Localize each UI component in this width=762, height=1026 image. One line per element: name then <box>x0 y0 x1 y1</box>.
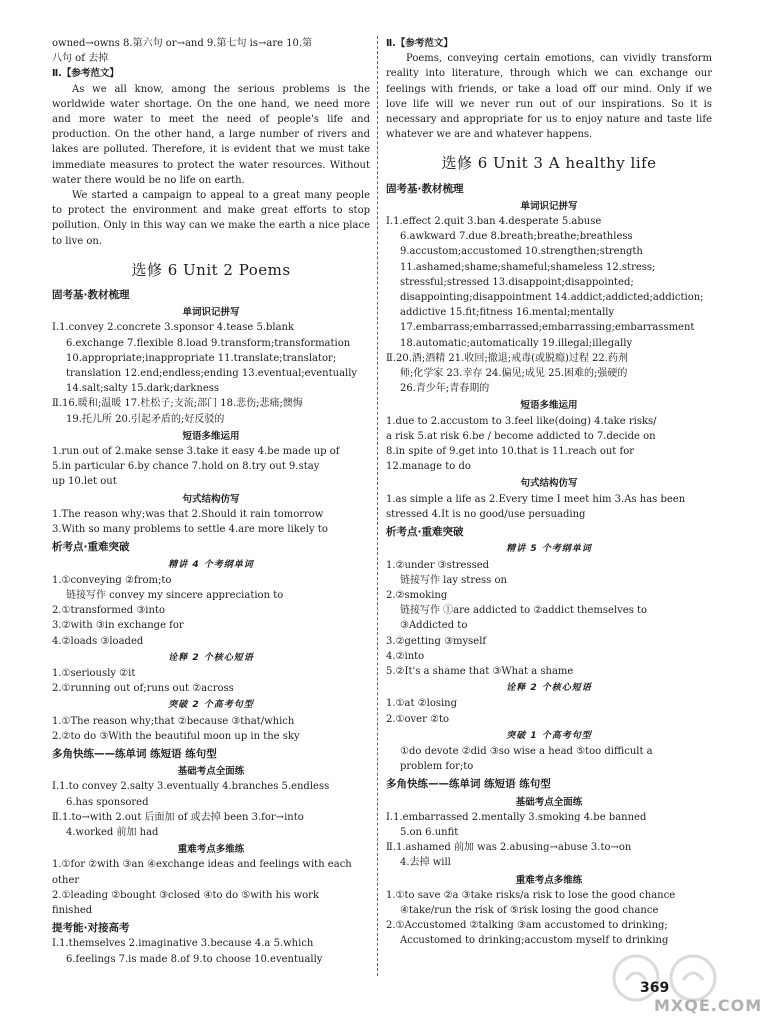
answer-line: Ⅱ.16.暖和;温暖 17.杜松子;支流;部门 18.悲伤;悲痛;懊悔 <box>52 398 303 410</box>
subsection-heading: 句式结构仿写 <box>182 493 240 505</box>
answer-line: 9.accustom;accustomed 10.strengthen;strength <box>400 246 643 258</box>
answer-line: 6.awkward 7.due 8.breath;breathe;breathless <box>400 231 633 243</box>
answer-line: other <box>52 874 80 886</box>
answer-line: owned→owns 8.第六句 or→and 9.第七句 is→are 10.第 <box>52 38 313 49</box>
section-heading: 多角快练——练单词 练短语 练句型 <box>386 778 551 791</box>
answer-line: 师;化学家 23.幸存 24.偏见;成见 25.困难的;强硬的 <box>400 368 628 380</box>
answer-line: 1.The reason why;was that 2.Should it rain tomorrow <box>52 508 324 520</box>
answer-line: 3.With so many problems to settle 4.are more likely to <box>52 524 328 536</box>
answer-line: Ⅰ.1.themselves 2.imaginative 3.because 4.a 5.which <box>52 938 314 950</box>
answer-line: 4.worked 前加 had <box>66 826 159 838</box>
answer-line: stressful;stressed 13.disappoint;disappointed; <box>400 276 634 288</box>
answer-line: 1.①to save ②a ③take risks/a risk to lose the good chance <box>386 889 676 901</box>
answer-line: 1.①seriously ②it <box>52 667 136 679</box>
answer-line: 链接写作 ①are addicted to ②addict themselves to <box>400 605 648 617</box>
answer-line: 1.①The reason why;that ②because ③that/which <box>52 715 295 727</box>
answer-line: 3.②getting ③myself <box>386 635 487 647</box>
answer-line: 2.②smoking <box>386 589 448 601</box>
unit-title: 选修 6 Unit 2 Poems <box>131 260 291 279</box>
section-heading: 析考点·重难突破 <box>52 541 130 554</box>
answer-line: Ⅱ.20.酒;酒精 21.收回;撤退;戒毒(或脱瘾)过程 22.药剂 <box>386 352 628 364</box>
subsection-heading: 重难考点多维练 <box>177 844 245 856</box>
answer-line: 2.①running out of;runs out ②across <box>52 683 234 695</box>
section-heading: 提考能·对接高考 <box>52 922 130 935</box>
answer-line: Ⅱ.1.to→with 2.out 后面加 of 或去掉 been 3.for→into <box>52 811 304 823</box>
answer-line: 3.②with ③in exchange for <box>52 620 184 632</box>
answer-line: 1.due to 2.accustom to 3.feel like(doing) 4.take risks/ <box>386 415 657 427</box>
section-heading: 多角快练——练单词 练短语 练句型 <box>52 747 217 760</box>
answer-line: Ⅱ.1.ashamed 前加 was 2.abusing→abuse 3.to→on <box>386 842 632 854</box>
answer-line: 6.has sponsored <box>66 796 149 808</box>
answer-line: ③Addicted to <box>400 620 468 632</box>
answer-line: 6.feelings 7.is made 8.of 9.to choose 10.eventually <box>66 953 323 965</box>
answer-line: 5.on 6.unfit <box>400 826 459 838</box>
answer-line: finished <box>52 904 93 916</box>
answer-line: problem for;to <box>400 761 474 773</box>
watermark-text: MXQE.COM <box>654 996 762 1015</box>
section-heading: 固考基·教材梳理 <box>386 182 464 195</box>
left-column <box>52 36 370 967</box>
answer-line: 1.run out of 2.make sense 3.take it easy 4.be made up of <box>52 446 340 458</box>
answer-line: 6.exchange 7.flexible 8.load 9.transform;transformation <box>66 337 351 349</box>
answer-line: 2.①transformed ③into <box>52 605 165 617</box>
subsection-heading: 单词识记拼写 <box>520 200 578 212</box>
answer-line: 4.②loads ③loaded <box>52 635 144 647</box>
subsection-heading: 基础考点全面练 <box>515 796 583 808</box>
answer-line: Ⅰ.1.convey 2.concrete 3.sponsor 4.tease 5.blank <box>52 322 295 334</box>
subsection-heading: 突破 2 个高考句型 <box>168 700 254 711</box>
answer-line: 2.①Accustomed ②talking ③am accustomed to drinking; <box>386 920 668 932</box>
answer-line: 10.appropriate;inappropriate 11.translate;translator; <box>66 352 337 364</box>
answer-line: 5.②It's a shame that ③What a shame <box>386 665 574 677</box>
answer-line: 4.去掉 will <box>400 857 451 869</box>
answer-line: 26.青少年;青春期的 <box>400 383 490 395</box>
answer-line: 8.in spite of 9.get into 10.that is 11.reach out for <box>386 446 634 458</box>
essay-label: Ⅱ.【参考范文】 <box>52 68 119 80</box>
answer-line: 2.①leading ②bought ③closed ④to do ⑤with his work <box>52 889 319 901</box>
answer-line: Ⅰ.1.effect 2.quit 3.ban 4.desperate 5.abuse <box>386 216 602 228</box>
answer-line: 5.in particular 6.by chance 7.hold on 8.try out 9.stay <box>52 461 320 473</box>
answer-line: a risk 5.at risk 6.be / become addicted to 7.decide on <box>386 430 656 442</box>
section-heading: 固考基·教材梳理 <box>52 289 130 302</box>
answer-line: 1.①at ②losing <box>386 698 458 710</box>
answer-line: up 10.let out <box>52 476 117 488</box>
answer-line: stressed 4.It is no good/use persuading <box>386 508 586 520</box>
answer-line: 18.automatic;automatically 19.illegal;illegally <box>400 337 633 349</box>
subsection-heading: 重难考点多维练 <box>515 874 583 886</box>
answer-line: 链接写作 convey my sincere appreciation to <box>66 589 284 601</box>
answer-line: 1.①for ②with ③an ④exchange ideas and feelings with each <box>52 859 352 871</box>
page-number: 369 <box>640 980 670 996</box>
answer-line: 2.②to do ③With the beautiful moon up in the sky <box>52 730 300 742</box>
subsection-heading: 突破 1 个高考句型 <box>506 730 592 741</box>
subsection-heading: 单词识记拼写 <box>182 307 240 319</box>
answer-line: 4.②into <box>386 650 425 662</box>
subsection-heading: 短语多维运用 <box>182 430 240 442</box>
section-heading: 析考点·重难突破 <box>386 526 464 539</box>
answer-line: 11.ashamed;shame;shameful;shameless 12.stress; <box>400 261 656 273</box>
answer-line: ④take/run the risk of ⑤risk losing the good chance <box>400 904 659 916</box>
answer-line: 12.manage to do <box>386 461 471 473</box>
answer-line: 17.embarrass;embarrassed;embarrassing;embarrassment <box>400 322 695 334</box>
answer-line: 19.托儿所 20.引起矛盾的;好反驳的 <box>66 413 225 425</box>
answer-line: Accustomed to drinking;accustom myself to drinking <box>400 935 669 947</box>
answer-line: 1.as simple a life as 2.Every time I meet him 3.As has been <box>386 493 686 505</box>
answer-line: 2.①over ②to <box>386 713 450 725</box>
answer-line: Ⅰ.1.to convey 2.salty 3.eventually 4.branches 5.endless <box>52 781 330 793</box>
answer-line: disappointing;disappointment 14.addict;addicted;addiction; <box>400 292 704 304</box>
answer-line: ①do devote ②did ③so wise a head ⑤too difficult a <box>400 745 653 757</box>
model-essay-paragraph: As we all know, among the serious problems is the worldwide water shortage. On the one hand, we need more and more water to meet the need of people's life and production. On the other hand, a large number of rivers and lakes are polluted. Therefore, it is evident that we must take immediate measures to protect the water resources. Without water there would be no life on earth. <box>52 83 370 186</box>
right-column <box>386 36 712 949</box>
answer-line: 1.②under ③stressed <box>386 559 490 571</box>
answer-line: 八句 of 去掉 <box>52 53 109 65</box>
answer-line: 14.salt;salty 15.dark;darkness <box>66 383 220 395</box>
answer-line: 1.①conveying ②from;to <box>52 574 172 586</box>
model-essay-paragraph: We started a campaign to appeal to a great many people to protect the environment and make great efforts to stop pollution. Only in this way can we make the earth a nice place to live on. <box>52 190 370 247</box>
unit-title: 选修 6 Unit 3 A healthy life <box>441 154 657 173</box>
answer-line: Ⅰ.1.embarrassed 2.mentally 3.smoking 4.be banned <box>386 811 647 823</box>
subsection-heading: 基础考点全面练 <box>177 766 245 778</box>
column-divider <box>377 36 378 976</box>
essay-label: Ⅱ.【参考范文】 <box>386 38 453 49</box>
model-essay-paragraph: Poems, conveying certain emotions, can vividly transform reality into literature, through which we can exchange our feelings with friends, or take a load off our mind. Only if we love life will we never run out of our inspirations. So it is necessary and appropriate for us to enjoy nature and taste life whatever we are and whatever happens. <box>386 53 712 141</box>
answer-line: translation 12.end;endless;ending 13.eventual;eventually <box>66 368 358 380</box>
answer-line: 链接写作 lay stress on <box>400 574 507 586</box>
subsection-heading: 精讲 5 个考纲单词 <box>506 544 592 555</box>
subsection-heading: 精讲 4 个考纲单词 <box>168 559 254 570</box>
answer-line: addictive 15.fit;fitness 16.mental;mentally <box>400 307 615 319</box>
subsection-heading: 短语多维运用 <box>520 400 578 412</box>
subsection-heading: 诠释 2 个核心短语 <box>506 683 592 694</box>
subsection-heading: 诠释 2 个核心短语 <box>168 652 254 663</box>
subsection-heading: 句式结构仿写 <box>520 478 578 490</box>
